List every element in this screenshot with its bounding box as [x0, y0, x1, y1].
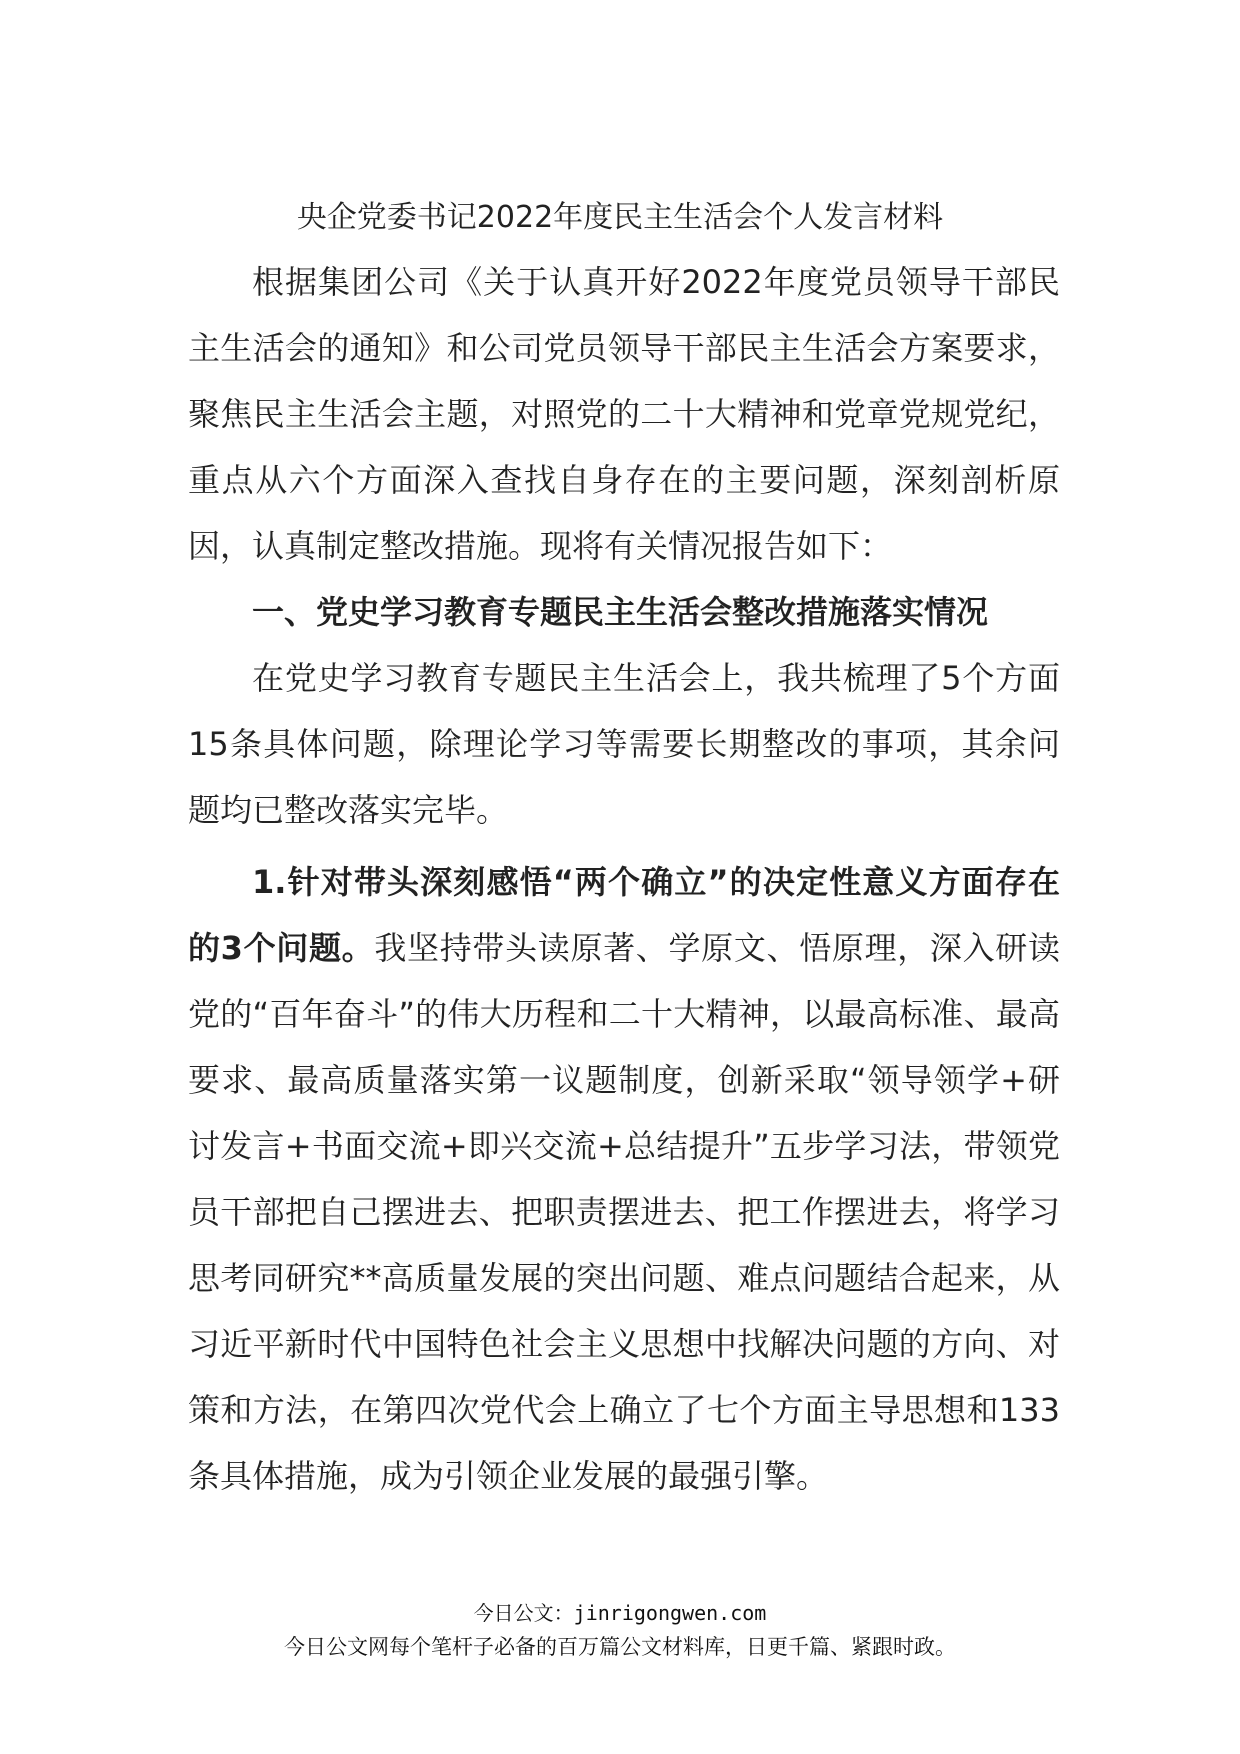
item-1-paragraph [188, 849, 1060, 1509]
intro-paragraph: 根据集团公司《关于认真开好2022年度党员领导干部民主生活会的通知》和公司党员领导干部民主生活会方案要求，聚焦民主生活会主题，对照党的二十大精神和党章党规党纪，重点从六个方面深入查找自身存在的主要问题，深刻剖析原因，认真制定整改措施。现将有关情况报告如下： [188, 263, 1060, 565]
footer-slogan-line: 今日公文网每个笔杆子必备的百万篇公文材料库，日更千篇、紧跟时政。 [284, 1635, 956, 1659]
page-footer [0, 1596, 1240, 1664]
section-1-paragraph: 在党史学习教育专题民主生活会上，我共梳理了5个方面15条具体问题，除理论学习等需要长期整改的事项，其余问题均已整改落实完毕。 [188, 659, 1060, 829]
footer-site-line: 今日公文：jinrigongwen.com [473, 1601, 767, 1625]
document-title: 央企党委书记2022年度民主生活会个人发言材料 [296, 200, 944, 235]
item-1-lead: 1.针对带头深刻感悟“两个确立”的决定性意义方面存在的3个问题。 [188, 863, 1060, 967]
document-body [188, 249, 1060, 1509]
item-1-text: 我坚持带头读原著、学原文、悟原理，深入研读党的“百年奋斗”的伟大历程和二十大精神，以最高标准、最高要求、最高质量落实第一议题制度，创新采取“领导领学+研讨发言+书面交流+即兴交流+总结提升”五步学习法，带领党员干部把自己摆进去、把职责摆进去、把工作摆进去，将学习思考同研究**高质量发展的突出问题、难点问题结合起来，从习近平新时代中国特色社会主义思想中找解决问题的方向、对策和方法，在第四次党代会上确立了七个方面主导思想和133条具体措施，成为引领企业发展的最强引擎。 [188, 929, 1060, 1495]
section-heading-1: 一、党史学习教育专题民主生活会整改措施落实情况 [252, 593, 989, 631]
